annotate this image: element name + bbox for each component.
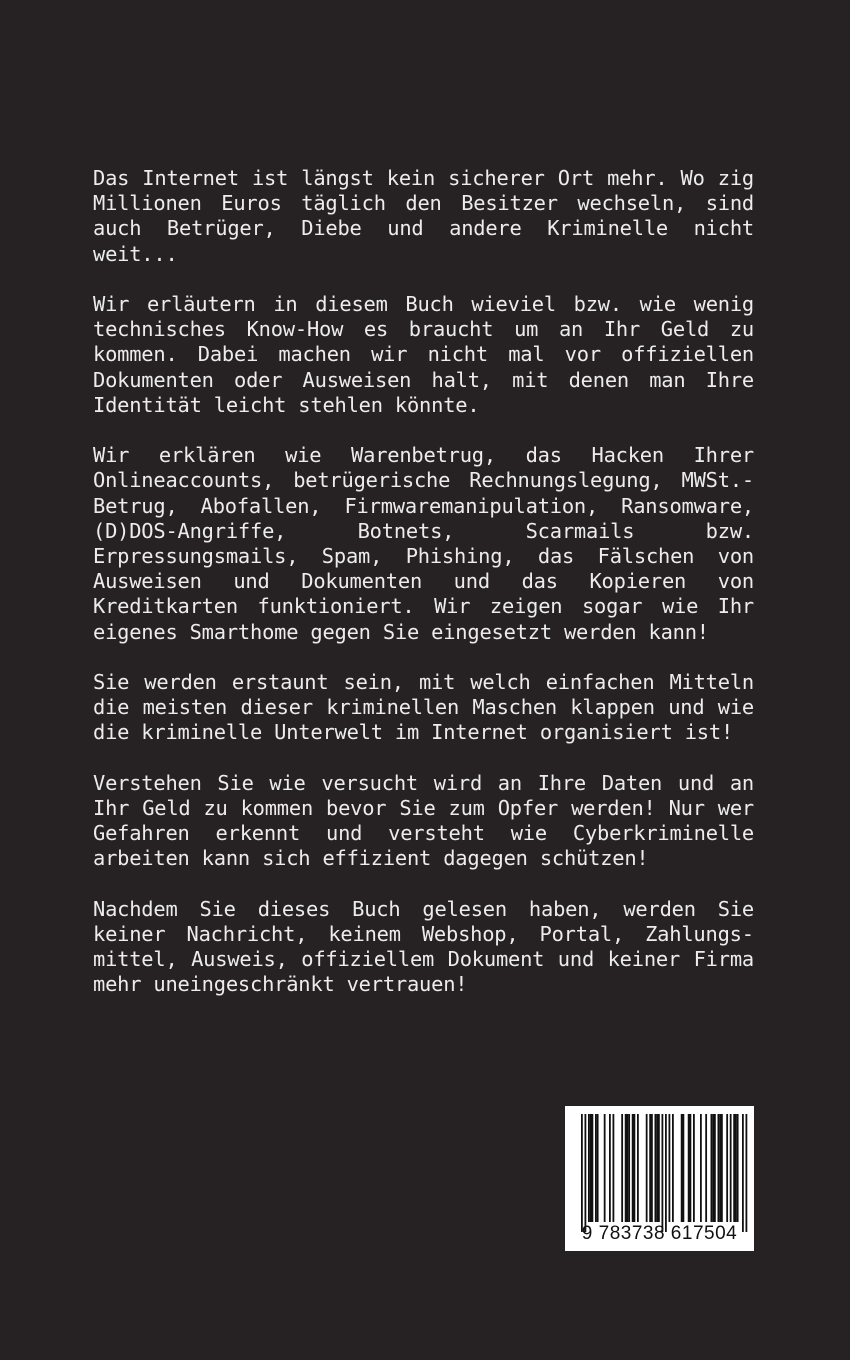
barcode-bar	[721, 1114, 723, 1222]
barcode-bar	[726, 1114, 728, 1222]
blurb-paragraph-6: Nachdem Sie dieses Buch gelesen haben, werden Sie keiner Nachricht, keinem Webshop, Portal, Zahlungsmittel, Ausweis, offiziellem Dokument und keiner Firma mehr uneingeschränkt vertrauen!	[93, 896, 754, 997]
barcode-bar	[658, 1114, 660, 1222]
barcode-bar	[656, 1114, 658, 1222]
barcode-bar	[621, 1114, 623, 1222]
blurb-text	[93, 166, 754, 1023]
barcode-bar	[714, 1114, 716, 1222]
barcode-bar	[609, 1114, 611, 1222]
barcode-bar	[627, 1114, 629, 1222]
barcode-bar	[597, 1114, 599, 1222]
barcode-bar	[719, 1114, 721, 1222]
barcode-bar	[718, 1114, 720, 1222]
barcode-bar	[651, 1114, 653, 1222]
blurb-paragraph-1: Das Internet ist längst kein sicherer Ort mehr. Wo zig Millionen Euros täglich den Besitzer wechseln, sind auch Betrüger, Diebe und andere Kriminelle nicht weit...	[93, 166, 754, 266]
blurb-paragraph-5: Verstehen Sie wie versucht wird an Ihre Daten und an Ihr Geld zu kommen bevor Sie zum Opfer werden! Nur wer Gefahren erkennt und versteht wie Cyberkriminelle arbeiten kann sich effizient dagegen schützen!	[93, 770, 754, 871]
barcode-bar	[733, 1114, 735, 1222]
barcode-bar	[690, 1114, 692, 1222]
barcode-bar	[700, 1114, 702, 1222]
barcode-bar	[655, 1114, 657, 1222]
barcode-bar	[604, 1114, 606, 1222]
barcode-bar	[742, 1114, 744, 1232]
barcode-bar	[588, 1114, 590, 1222]
isbn-number: 9 783738 617504	[581, 1223, 738, 1244]
barcode-bar	[712, 1114, 714, 1222]
barcode-bar	[737, 1114, 739, 1222]
barcode-bar	[662, 1114, 664, 1232]
barcode-bar	[705, 1114, 707, 1222]
barcode-bar	[613, 1114, 615, 1222]
barcode-bar	[585, 1114, 587, 1232]
barcode-bar	[730, 1114, 732, 1222]
blurb-paragraph-3: Wir erklären wie Warenbetrug, das Hacken Ihrer Onlineaccounts, betrügerische Rechnungslegung, MWSt.-Betrug, Abofallen, Firmwaremanipulation, Ransomware, (D)DOS-Angriffe, Botnets, Scarmails bzw. Erpressungsmails, Spam, Phishing, das Fälschen von Ausweisen und Dokumenten und das Kopieren von Kreditkarten funktioniert. Wir zeigen sogar wie Ihr eigenes Smarthome gegen Sie eingesetzt werden kann!	[93, 443, 754, 644]
barcode-bar	[637, 1114, 639, 1222]
barcode-bar	[632, 1114, 634, 1222]
isbn-barcode	[565, 1106, 754, 1251]
barcode-bar	[681, 1114, 683, 1222]
barcode-bar	[581, 1114, 583, 1232]
barcode-bar	[688, 1114, 690, 1222]
barcode-bar	[590, 1114, 592, 1222]
barcode-bar	[746, 1114, 748, 1232]
barcode-bar	[646, 1114, 648, 1222]
barcode-bar	[693, 1114, 695, 1222]
barcode-bar	[711, 1114, 713, 1222]
barcode-bar	[683, 1114, 685, 1222]
barcode-bar	[628, 1114, 630, 1222]
barcode-bar	[634, 1114, 636, 1222]
barcode-bar	[672, 1114, 674, 1222]
barcode-bar	[669, 1114, 671, 1222]
barcode-bar	[649, 1114, 651, 1222]
barcode-bar	[665, 1114, 667, 1232]
barcode-bar	[625, 1114, 627, 1222]
barcode-bar	[735, 1114, 737, 1222]
barcode-bar	[595, 1114, 597, 1222]
blurb-paragraph-2: Wir erläutern in diesem Buch wieviel bzw. wie wenig technisches Know-How es braucht um an Ihr Geld zu kommen. Dabei machen wir nicht mal vor offiziellen Dokumenten oder Ausweisen halt, mit denen man Ihre Identität leicht stehlen könnte.	[93, 292, 754, 417]
barcode-bar	[592, 1114, 594, 1222]
blurb-paragraph-4: Sie werden erstaunt sein, mit welch einfachen Mitteln die meisten dieser kriminellen Maschen klappen und wie die kriminelle Unterwelt im Internet organisiert ist!	[93, 670, 754, 745]
